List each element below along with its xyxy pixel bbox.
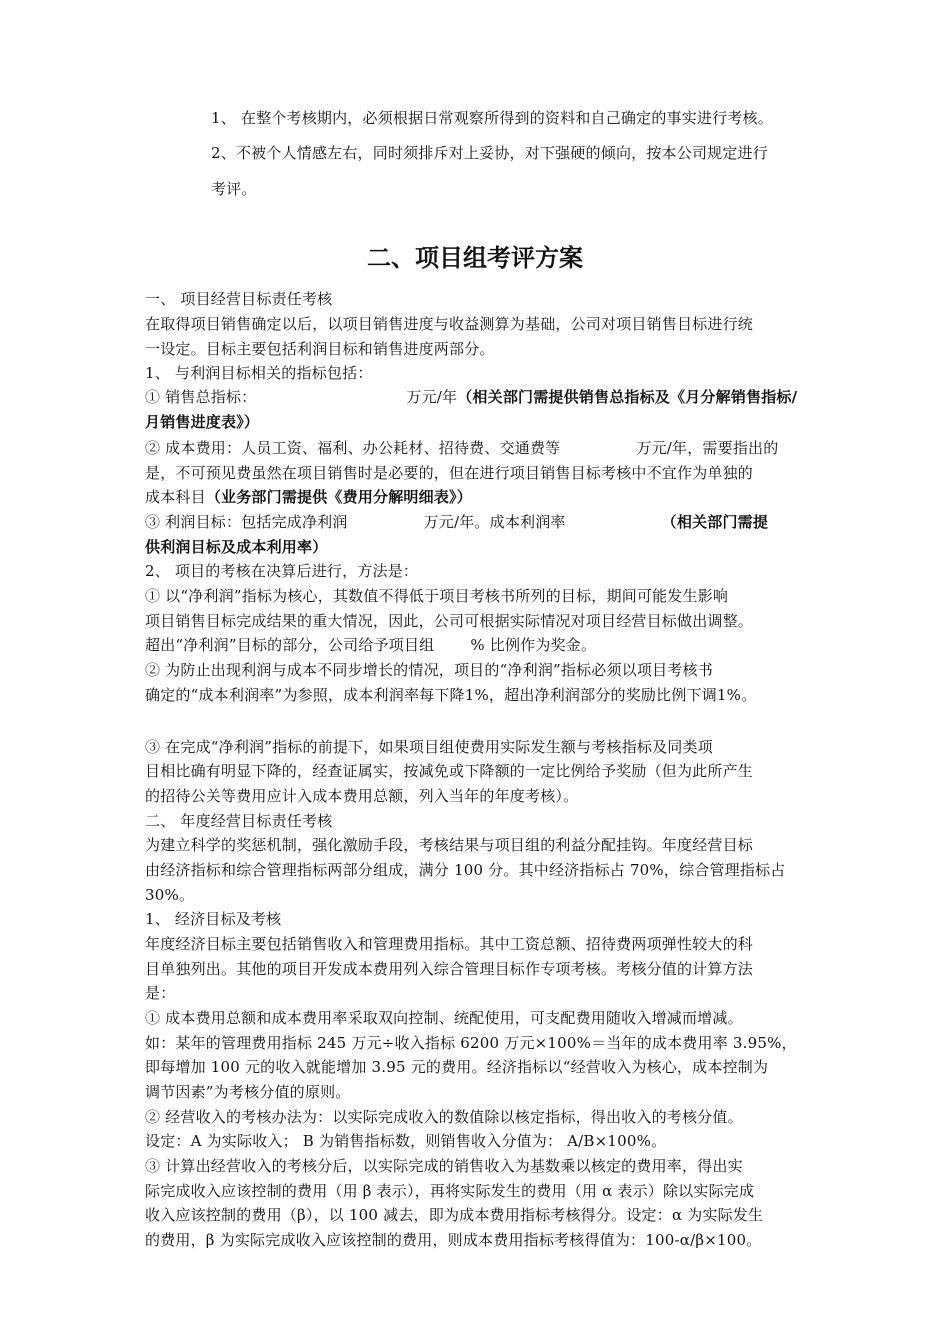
- subheading: 2、 项目的考核在决算后进行，方法是：: [145, 562, 419, 580]
- intro-item-2-cont: 考评。: [211, 180, 257, 198]
- list-item: ① 成本费用总额和成本费用率采取双向控制、统配使用，可支配费用随收入增减而增减。: [145, 1009, 743, 1027]
- paragraph: 年度经济目标主要包括销售收入和管理费用指标。其中工资总额、招待费两项弹性较大的科: [145, 935, 754, 953]
- paragraph: 一设定。目标主要包括利润目标和销售进度两部分。: [145, 340, 495, 358]
- list-item-cont: 确定的“成本利润率”为参照，成本利润率每下降1%，超出净利润部分的奖励比例下调1%。: [145, 686, 757, 704]
- part2-heading: 二、 年度经营目标责任考核: [145, 812, 333, 830]
- list-item-cont: 收入应该控制的费用（β），以 100 减去，即为成本费用指标考核得分。设定：α 为实际发生: [145, 1206, 764, 1224]
- list-item-cont: 际完成收入应该控制的费用（用 β 表示），再将实际发生的费用（用 α 表示）除以实际完成: [145, 1182, 755, 1200]
- list-item-cont: 设定：A 为实际收入； B 为销售指标数，则销售收入分值为： A/B×100%。: [145, 1132, 667, 1150]
- list-item-cont: 的招待公关等费用应计入成本费用总额，列入当年的年度考核）。: [145, 787, 579, 805]
- paragraph: 由经济指标和综合管理指标两部分组成，满分 100 分。其中经济指标占 70%，综合管理指标占: [145, 861, 786, 879]
- list-item: ① 销售总指标： 万元/年（相关部门需提供销售总指标及《月分解销售指标/: [145, 388, 798, 406]
- list-item-cont: 超出“净利润”目标的部分，公司给予项目组 % 比例作为奖金。: [145, 636, 597, 654]
- list-item-cont: 是，不可预见费虽然在项目销售时是必要的，但在进行项目销售目标考核中不宜作为单独的: [145, 464, 754, 482]
- list-item-cont: 项目销售目标完成结果的重大情况，因此，公司可根据实际情况对项目经营目标做出调整。: [145, 612, 754, 630]
- list-item: ③ 计算出经营收入的考核分后，以实际完成的销售收入为基数乘以核定的费用率，得出实: [145, 1157, 743, 1175]
- paragraph: 为建立科学的奖惩机制，强化激励手段，考核结果与项目组的利益分配挂钩。年度经营目标: [145, 836, 754, 854]
- list-item-cont: 成本科目（业务部门需提供《费用分解明细表》）: [145, 488, 472, 506]
- subheading: 1、 经济目标及考核: [145, 910, 282, 928]
- paragraph: 在取得项目销售确定以后，以项目销售进度与收益测算为基础，公司对项目销售目标进行统: [145, 315, 754, 333]
- section-title: 二、项目组考评方案: [367, 244, 583, 272]
- part1-heading: 一、 项目经营目标责任考核: [145, 290, 333, 308]
- list-item: ② 成本费用：人员工资、福利、办公耗材、招待费、交通费等 万元/年，需要指出的: [145, 439, 779, 457]
- list-item: ③ 利润目标：包括完成净利润 万元/年。成本利润率 （相关部门需提: [145, 513, 769, 531]
- paragraph: 目单独列出。其他的项目开发成本费用列入综合管理目标作专项考核。考核分值的计算方法: [145, 960, 754, 978]
- list-item-cont: 月销售进度表》）: [145, 413, 260, 431]
- list-item-cont: 的费用，β 为实际完成收入应该控制的费用，则成本费用指标考核得值为：100-α/β×100。: [145, 1231, 762, 1249]
- paragraph: 30%。: [145, 886, 195, 904]
- list-item: ① 以“净利润”指标为核心，其数值不得低于项目考核书所列的目标，期间可能发生影响: [145, 587, 729, 605]
- intro-item-2: 2、不被个人情感左右，同时须排斥对上妥协，对下强硬的倾向，按本公司规定进行: [211, 144, 768, 162]
- list-item-cont: 即每增加 100 元的收入就能增加 3.95 元的费用。经济指标以“经营收入为核心，成本控制为: [145, 1058, 769, 1076]
- paragraph: 是：: [145, 984, 176, 1002]
- list-item-cont: 如：某年的管理费用指标 245 万元÷收入指标 6200 万元×100%＝当年的成本费用率 3.95%，: [145, 1034, 797, 1052]
- list-item-cont: 调节因素”为考核分值的原则。: [145, 1083, 351, 1101]
- intro-item-1: 1、 在整个考核期内，必须根据日常观察所得到的资料和自己确定的事实进行考核。: [211, 109, 773, 127]
- list-item-cont: 供利润目标及成本利用率）: [145, 538, 328, 556]
- list-item-cont: 目相比确有明显下降的，经查证属实，按减免或下降额的一定比例给予奖励（但为此所产生: [145, 762, 754, 780]
- list-item: ③ 在完成“净利润”指标的前提下，如果项目组使费用实际发生额与考核指标及同类项: [145, 738, 713, 756]
- subheading: 1、 与利润目标相关的指标包括：: [145, 364, 373, 382]
- list-item: ② 为防止出现利润与成本不同步增长的情况，项目的“净利润”指标必须以项目考核书: [145, 661, 713, 679]
- list-item: ② 经营收入的考核办法为：以实际完成收入的数值除以核定指标，得出收入的考核分值。: [145, 1108, 743, 1126]
